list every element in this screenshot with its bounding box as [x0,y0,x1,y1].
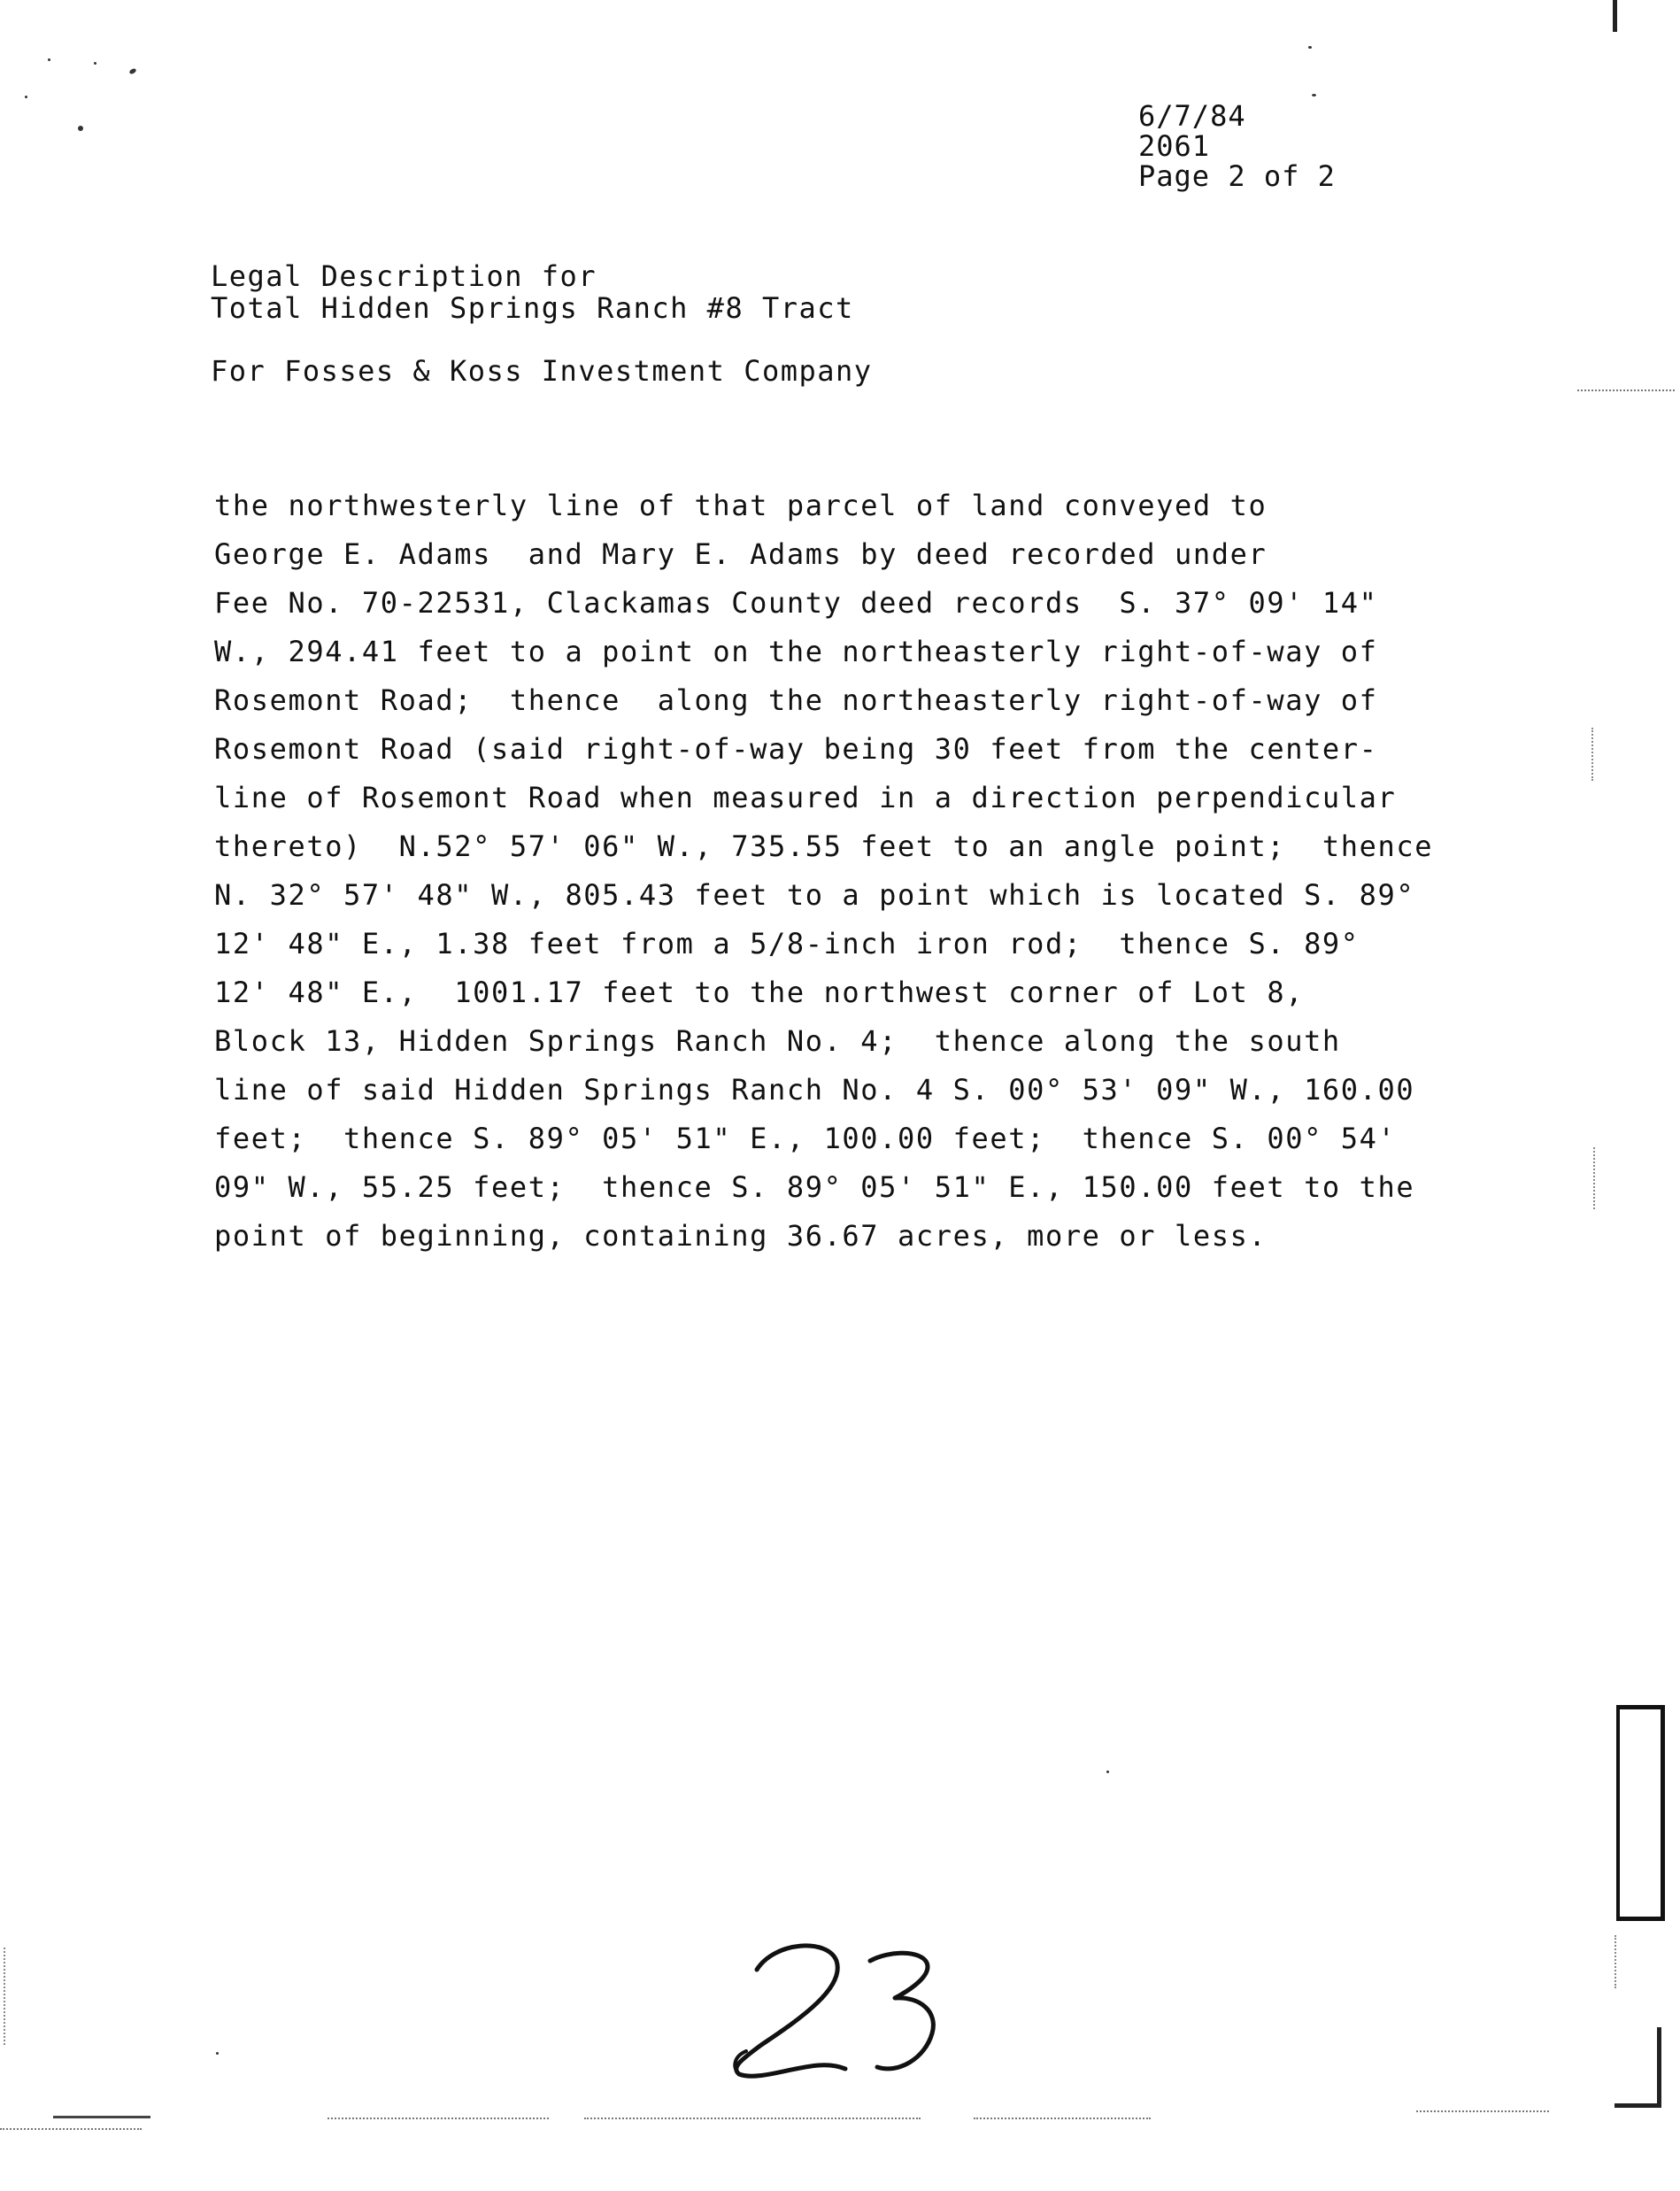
scan-dotted-line [1614,1935,1616,1988]
body-line: line of Rosemont Road when measured in a direction perpendicular [214,781,1397,814]
document-header [1138,101,1336,191]
scan-dotted-line [1416,2110,1549,2112]
scan-corner-mark [1657,2027,1661,2107]
body-line: Block 13, Hidden Springs Ranch No. 4; thence along the south [214,1024,1341,1058]
body-line: Rosemont Road; thence along the northeasterly right-of-way of [214,683,1378,717]
client-line: For Fosses & Koss Investment Company [211,354,873,388]
scan-speck [48,58,50,61]
document-date: 6/7/84 [1138,99,1246,133]
handwritten-page-number [721,1934,952,2085]
body-line: feet; thence S. 89° 05' 51" E., 100.00 feet; thence S. 00° 54' [214,1122,1397,1155]
scan-corner-mark [1614,2103,1661,2108]
scan-dotted-line [1591,728,1593,781]
scan-speck [94,62,96,65]
body-line: W., 294.41 feet to a point on the northeasterly right-of-way of [214,635,1378,668]
body-line: thereto) N.52° 57' 06" W., 735.55 feet to an angle point; thence [214,829,1434,863]
body-line: 09" W., 55.25 feet; thence S. 89° 05' 51" E., 150.00 feet to the [214,1170,1415,1204]
page-indicator: Page 2 of 2 [1138,159,1336,193]
scan-edge-mark-top-right [1613,0,1617,32]
title-line-2: Total Hidden Springs Ranch #8 Tract [211,291,854,325]
scan-dotted-line [4,1948,5,2045]
legal-description-body [214,482,1471,1261]
scan-speck [25,96,27,98]
body-line: the northwesterly line of that parcel of land conveyed to [214,489,1268,522]
scan-speck [1106,1771,1109,1773]
document-title [211,260,854,324]
scan-speck [128,67,136,74]
body-line: 12' 48" E., 1001.17 feet to the northwest corner of Lot 8, [214,976,1305,1009]
body-line: Rosemont Road (said right-of-way being 30 feet from the center- [214,732,1378,766]
scan-dotted-line [584,2118,921,2119]
scan-dotted-line [1593,1147,1595,1209]
scan-edge-mark-bottom-left [53,2116,150,2118]
body-line: line of said Hidden Springs Ranch No. 4 S. 00° 53' 09" W., 160.00 [214,1073,1415,1107]
document-number: 2061 [1138,129,1211,163]
title-line-1: Legal Description for [211,259,597,293]
body-line: 12' 48" E., 1.38 feet from a 5/8-inch iron rod; thence S. 89° [214,927,1360,960]
scan-speck [1312,94,1316,96]
body-line: George E. Adams and Mary E. Adams by deed recorded under [214,537,1268,571]
scan-dotted-line [1577,390,1675,391]
scan-speck [1308,46,1312,49]
scan-speck [78,126,83,131]
scan-speck [216,2052,219,2055]
body-line: N. 32° 57' 48" W., 805.43 feet to a point which is located S. 89° [214,878,1415,912]
scan-bracket-box [1616,1705,1665,1921]
scan-dotted-line [328,2118,549,2119]
body-line: Fee No. 70-22531, Clackamas County deed records S. 37° 09' 14" [214,586,1378,620]
scan-dotted-line [974,2118,1151,2119]
scan-dotted-line [0,2128,142,2130]
body-line: point of beginning, containing 36.67 acres, more or less. [214,1219,1268,1253]
